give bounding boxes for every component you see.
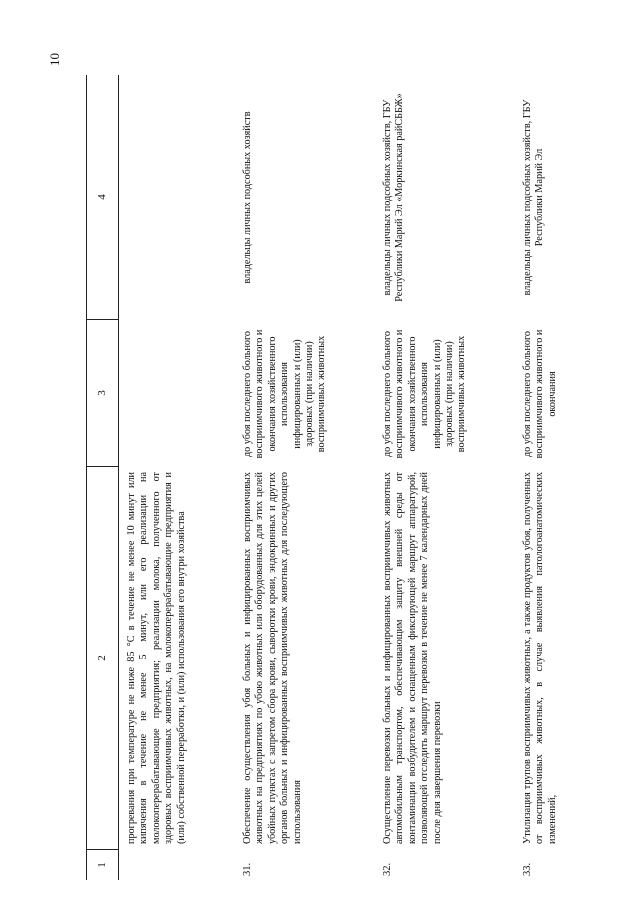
row-2-number: 32. (382, 862, 393, 876)
header-col-4: 4 (96, 194, 108, 200)
row-3-responsible: владельцы личных подсобных хозяйств, ГБУ Республики Марий Эл (522, 99, 546, 296)
row-1-term: до убоя последнего больного восприимчивого животного и окончания хозяйственного использования инфицированных и (или) здоровых (при наличии) восприимчивых животных (242, 329, 328, 459)
header-col-1: 1 (96, 862, 108, 868)
row-3-number: 33. (522, 862, 533, 876)
row-2-responsible: владельцы личных подсобных хозяйств, ГБУ Республики Марий Эл «Моркинская райСББЖ» (382, 93, 406, 302)
page-number: 10 (47, 53, 62, 66)
row-1-responsible: владельцы личных подсобных хозяйств (242, 111, 253, 284)
rotated-table (86, 75, 608, 880)
row-1-number: 31. (242, 862, 253, 876)
row-0-description: прогревания при температуре не ниже 85 °С в течение не менее 10 минут или кипячения в течение не менее 5 минут, или его реализации на молокоперерабатывающие предприятия; реализации молока, полученного от здоровых восприимчивых животных, на молокоперерабатывающие предприятия и (или) собственной переработки, и (или) использования его внутри хозяйства (126, 472, 187, 844)
header-col-3: 3 (96, 390, 108, 396)
row-3-description: Утилизация трупов восприимчивых животных, а также продуктов убоя, полученных от восприимчивых животных, в случае выявления патологоанатомических изменений, (522, 472, 558, 844)
row-3-term: до убоя последнего больного восприимчивого животного и окончания (522, 329, 558, 459)
row-2-description: Осуществление перевозки больных и инфицированных восприимчивых животных автомобильным транспортом, обеспечивающим защиту внешней среды от контаминации возбудителем и оснащенным фиксирующей маршрут аппаратурой, позволяющей отследить маршрут перевозки в течение не менее 7 календарных дней после дня завершения перевозки (382, 472, 443, 844)
header-bottom-line (118, 75, 119, 880)
header-col-2: 2 (96, 655, 108, 661)
row-2-term: до убоя последнего больного восприимчивого животного и окончания хозяйственного использования инфицированных и (или) здоровых (при наличии) восприимчивых животных (382, 329, 468, 459)
row-1-description: Обеспечение осуществления убоя больных и инфицированных восприимчивых животных на предприятиях по убою животных или оборудованных для этих целей убойных пунктах с запретом сбора крови, сыворотки крови, эндокринных и других органов больных и инфицированных восприимчивых животных для последующего использования (242, 472, 303, 844)
